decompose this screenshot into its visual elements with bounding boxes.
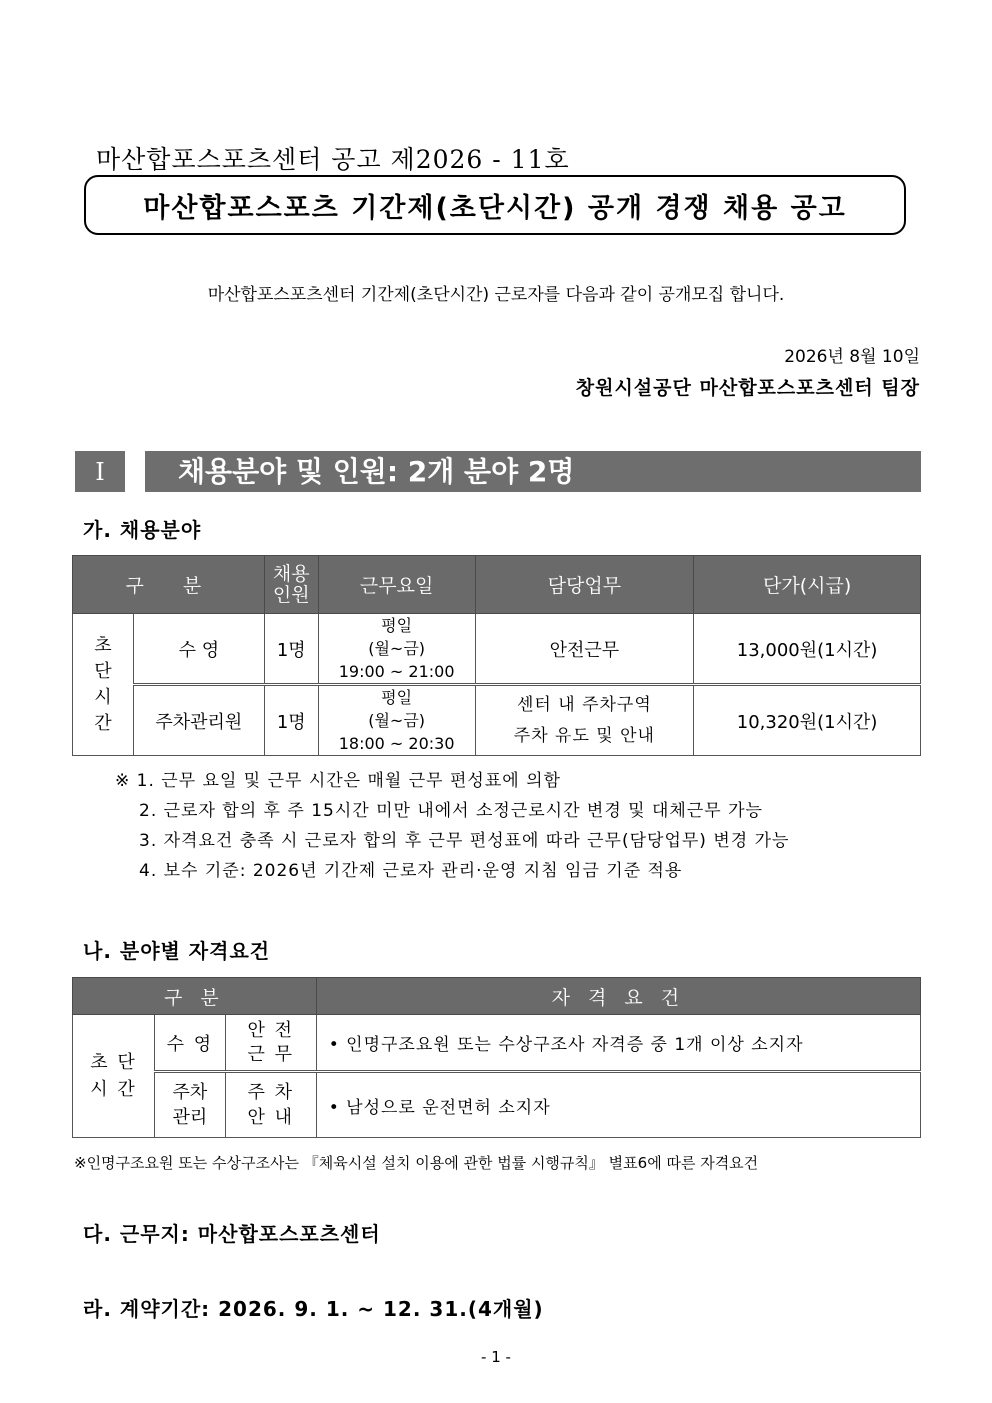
field-wage: 10,320원(1시간)	[694, 685, 921, 756]
duty-line: 근 무	[247, 1043, 295, 1065]
days-line: (월~금)	[368, 711, 426, 730]
field-count: 1명	[264, 685, 318, 756]
note-item: 3. 자격요건 충족 시 근로자 합의 후 근무 편성표에 따라 근무(담당업무) 변경 가능	[139, 831, 790, 851]
notice-date: 2026년 8월 10일	[784, 347, 920, 367]
note-item: 2. 근로자 합의 후 주 15시간 미만 내에서 소정근로시간 변경 및 대체근무 가능	[139, 801, 763, 821]
qualification-footnote: ※인명구조요원 또는 수상구조사는 『체육시설 설치 이용에 관한 법률 시행규칙』 별표6에 따른 자격요건	[74, 1154, 759, 1172]
group-label	[73, 614, 134, 756]
field-duty	[475, 685, 694, 756]
table-row	[73, 1015, 921, 1072]
field-duty	[225, 1072, 316, 1138]
notice-number: 마산합포스포츠센터 공고 제2026 - 11호	[96, 145, 570, 174]
field-days	[318, 685, 475, 756]
table-row	[73, 685, 921, 756]
days-line: 평일	[381, 688, 413, 707]
field-line: 주차	[172, 1082, 208, 1103]
intro-text: 마산합포스포츠센터 기간제(초단시간) 근로자를 다음과 같이 공개모집 합니다.	[207, 285, 785, 305]
days-line: 평일	[381, 616, 413, 635]
header-count-line2: 인원	[272, 583, 310, 606]
days-line: (월~금)	[368, 639, 426, 658]
recruitment-notes	[115, 766, 789, 886]
document-title: 마산합포스포츠 기간제(초단시간) 공개 경쟁 채용 공고	[143, 192, 847, 224]
duty-line: 주차 유도 및 안내	[513, 725, 655, 746]
workplace-line: 다. 근무지: 마산합포스포츠센터	[83, 1222, 381, 1246]
field-line: 수 영	[166, 1033, 214, 1055]
field-duty	[225, 1015, 316, 1072]
table-header-row	[73, 556, 921, 614]
group-char: 초	[94, 634, 112, 656]
group-char: 시	[94, 686, 112, 708]
subheading-a: 가. 채용분야	[83, 518, 202, 542]
table-row	[73, 1072, 921, 1138]
duty-line: 주 차	[247, 1082, 295, 1103]
field-name	[154, 1072, 225, 1138]
qualification-table	[72, 977, 921, 1138]
section-number: Ⅰ	[75, 451, 125, 492]
group-label	[73, 1015, 155, 1138]
field-name: 수 영	[133, 614, 264, 685]
duty-line: 안 전	[247, 1019, 295, 1041]
field-name	[154, 1015, 225, 1072]
field-wage: 13,000원(1시간)	[694, 614, 921, 685]
note-item: ※ 1. 근무 요일 및 근무 시간은 매월 근무 편성표에 의함	[115, 771, 561, 791]
header-days: 근무요일	[318, 556, 475, 614]
table-header-row	[73, 978, 921, 1015]
header-requirements: 자 격 요 건	[316, 978, 920, 1015]
section-title: 채용분야 및 인원: 2개 분야 2명	[178, 455, 575, 488]
requirement-text: • 남성으로 운전면허 소지자	[316, 1072, 920, 1138]
header-count-line1: 채용	[272, 562, 310, 585]
duty-line: 안전근무	[549, 639, 620, 661]
field-duty	[475, 614, 694, 685]
header-duty: 담당업무	[475, 556, 694, 614]
page-number: - 1 -	[481, 1348, 511, 1366]
header-category: 구 분	[73, 556, 265, 614]
duty-line: 센터 내 주차구역	[517, 694, 652, 715]
table-row	[73, 614, 921, 685]
field-line: 관리	[172, 1107, 208, 1128]
field-count: 1명	[264, 614, 318, 685]
field-days	[318, 614, 475, 685]
title-box	[84, 175, 906, 235]
header-wage: 단가(시급)	[694, 556, 921, 614]
group-line: 초 단	[90, 1052, 137, 1073]
days-line: 19:00 ~ 21:00	[338, 662, 455, 681]
group-line: 시 간	[90, 1079, 137, 1100]
header-category: 구 분	[73, 978, 317, 1015]
group-char: 단	[94, 660, 112, 682]
field-name: 주차관리원	[133, 685, 264, 756]
header-count	[264, 556, 318, 614]
requirement-text: • 인명구조요원 또는 수상구조사 자격증 중 1개 이상 소지자	[316, 1015, 920, 1072]
days-line: 18:00 ~ 20:30	[338, 734, 455, 753]
contract-period-line: 라. 계약기간: 2026. 9. 1. ~ 12. 31.(4개월)	[83, 1297, 544, 1321]
note-item: 4. 보수 기준: 2026년 기간제 근로자 관리·운영 지침 임금 기준 적용	[139, 861, 683, 881]
subheading-b: 나. 분야별 자격요건	[83, 939, 271, 963]
signer: 창원시설공단 마산합포스포츠센터 팀장	[575, 377, 920, 399]
recruitment-table	[72, 555, 921, 756]
duty-line: 안 내	[247, 1107, 295, 1128]
group-char: 간	[94, 712, 112, 734]
